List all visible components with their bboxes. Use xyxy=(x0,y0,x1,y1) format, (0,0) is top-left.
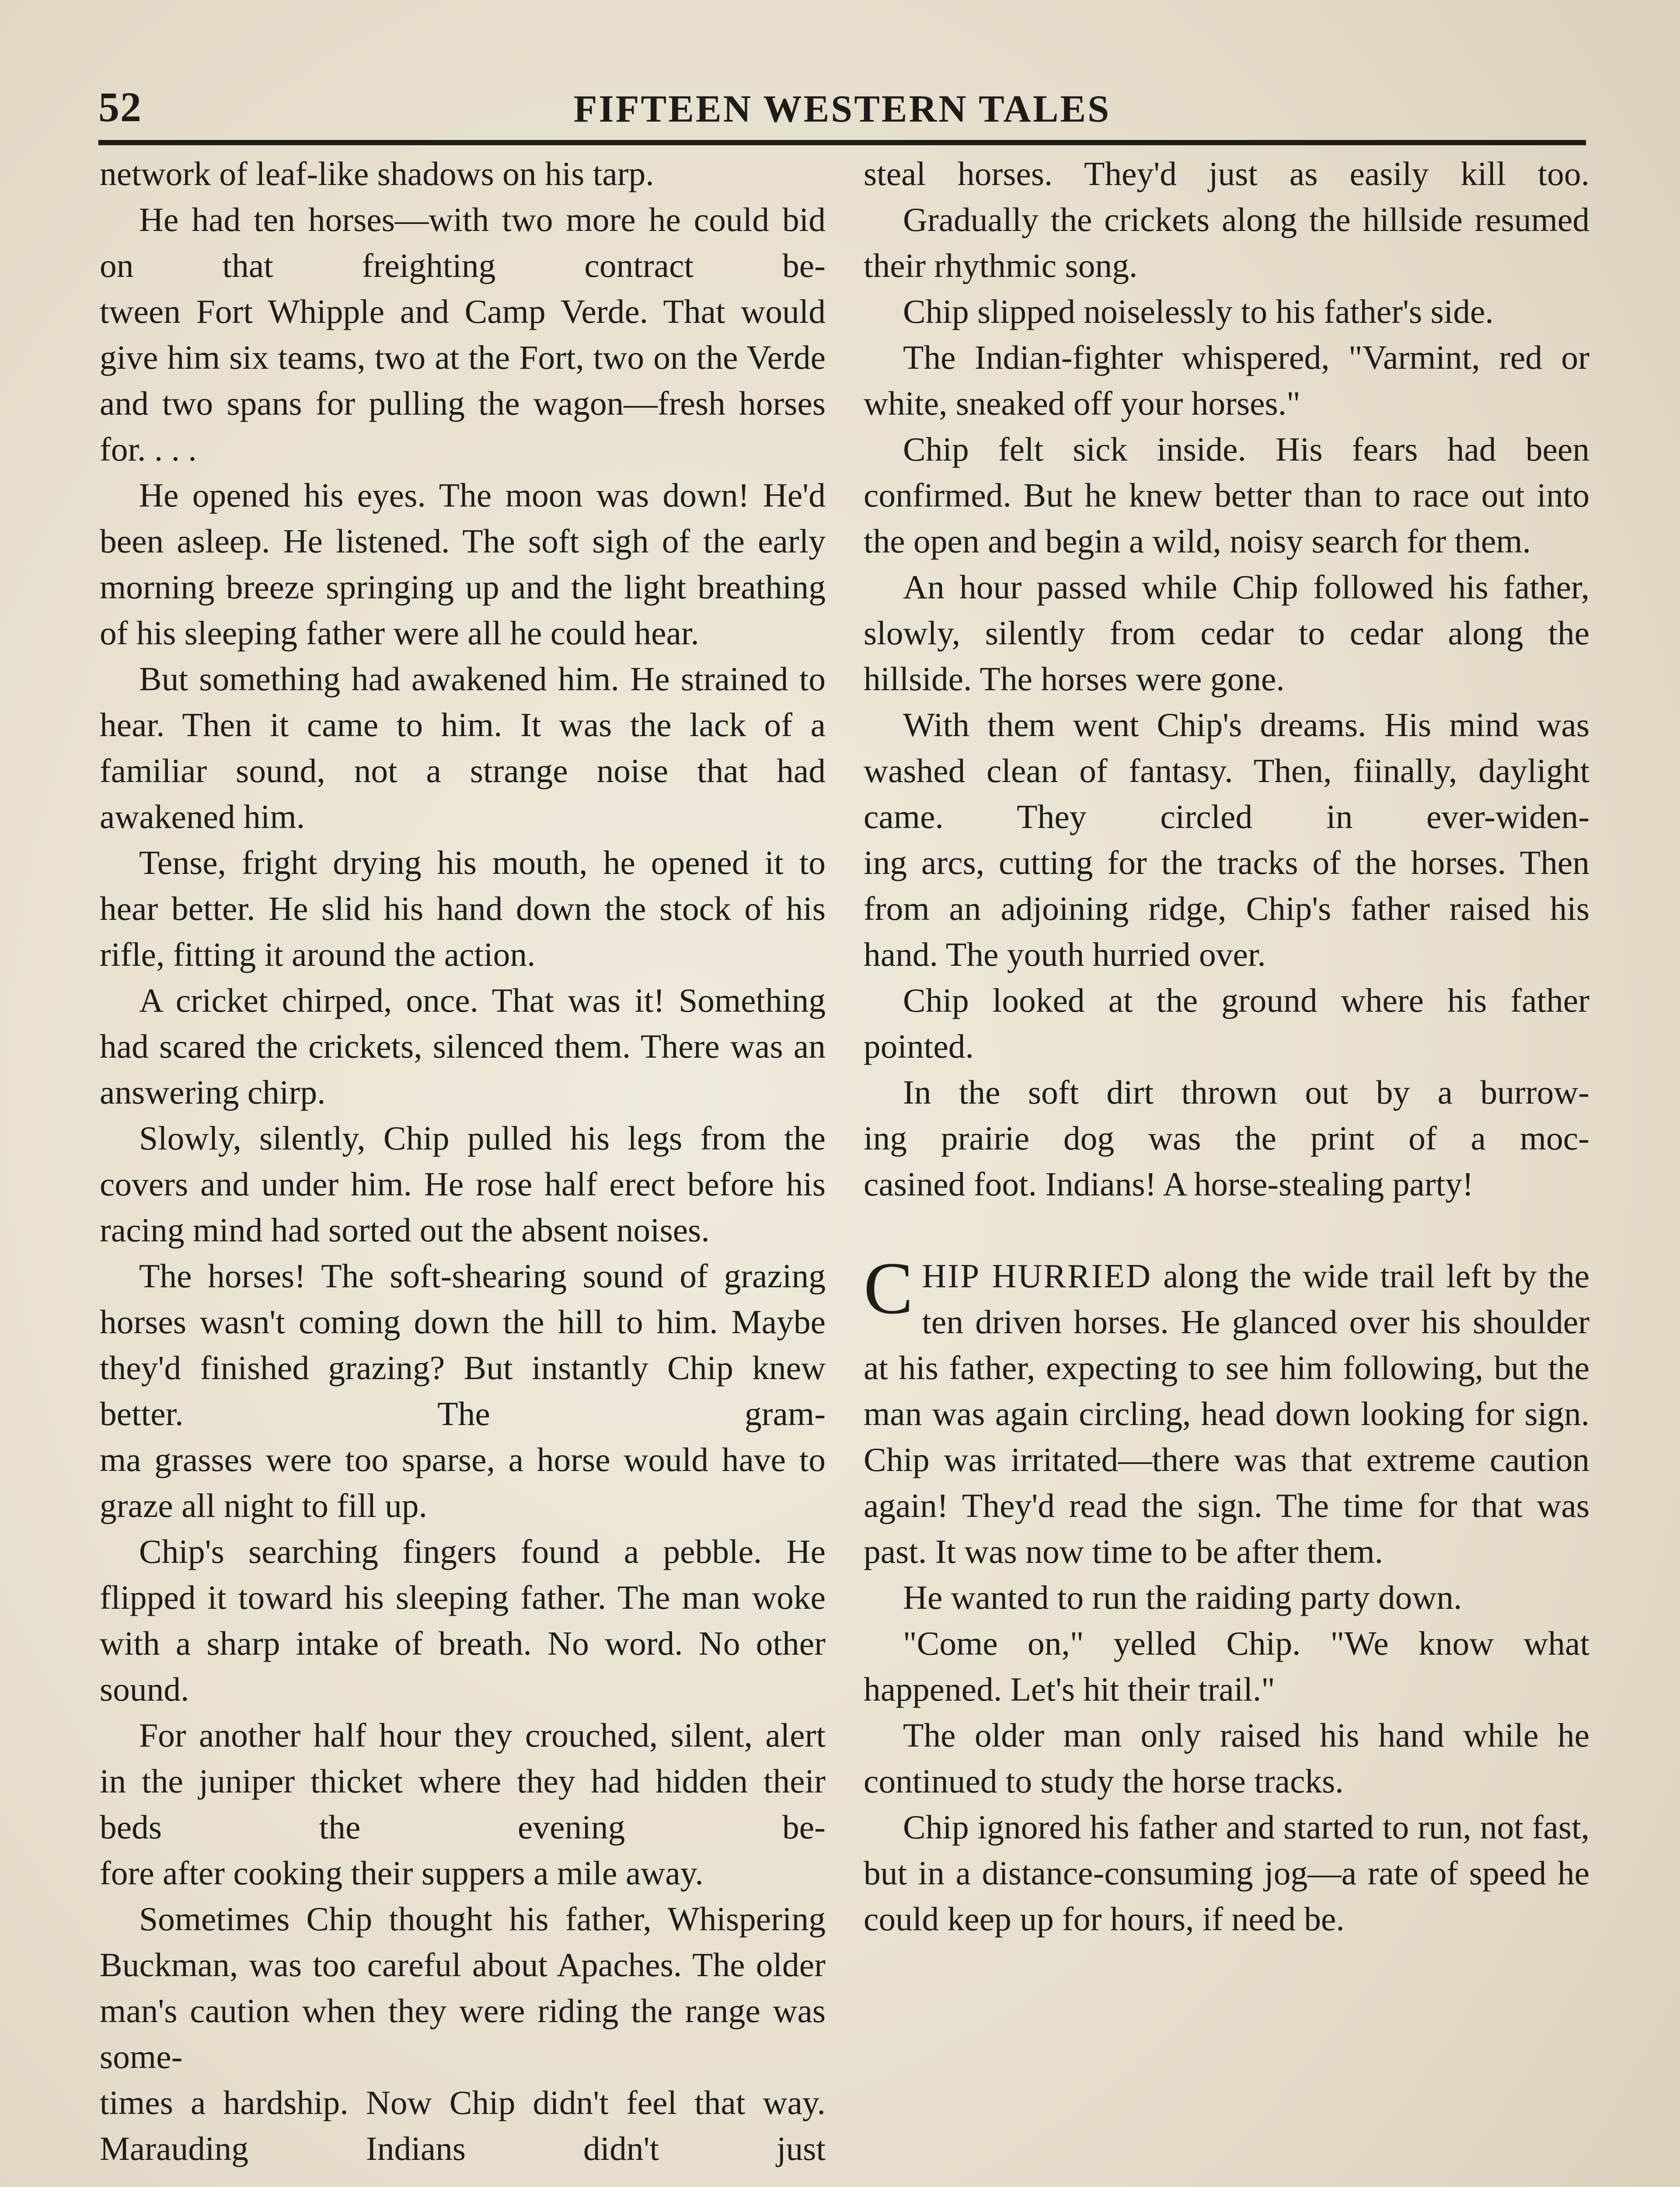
paragraph: Chip slipped noiselessly to his father's side. xyxy=(903,293,1494,330)
paragraph: network of leaf-like shadows on his tarp. xyxy=(100,155,654,192)
paragraph: tween Fort Whipple and Camp Verde. That would give him six teams, two at the Fort, two on the Verde and two spans for pulling the wagon—fresh horses for. . . . xyxy=(100,293,826,468)
paragraph: fore after cooking their suppers a mile away. xyxy=(100,1854,704,1892)
paragraph: casined foot. Indians! A horse-stealing party! xyxy=(864,1165,1474,1203)
paragraph: He had ten horses—with two more he could bid on that freighting contract be- xyxy=(100,201,826,284)
left-column xyxy=(100,151,826,2172)
paragraph: The horses! The soft-shearing sound of grazing horses wasn't coming down the hill to him. Maybe they'd finished grazing? But instantly Chip knew better. The gram- xyxy=(100,1257,826,1432)
paragraph: Chip felt sick inside. His fears had been confirmed. But he knew better than to race out into the open and begin a wild, noisy search for them. xyxy=(864,430,1589,560)
running-title: FIFTEEN WESTERN TALES xyxy=(573,88,1111,130)
paragraph: times a hardship. Now Chip didn't feel that way. Marauding Indians didn't just xyxy=(100,2084,826,2167)
paragraph: Slowly, silently, Chip pulled his legs from the covers and under him. He rose half erect before his racing mind had sorted out the absent noises. xyxy=(100,1119,826,1249)
paragraph: In the soft dirt thrown out by a burrow- xyxy=(903,1073,1589,1111)
paragraph: A cricket chirped, once. That was it! Something had scared the crickets, silenced them. There was an answering chirp. xyxy=(100,982,826,1111)
paragraph: ma grasses were too sparse, a horse would have to graze all night to fill up. xyxy=(100,1441,826,1524)
page-number: 52 xyxy=(98,84,142,130)
opening-text: along the wide trail left by the ten driven horses. He glanced over his shoulder at his father, expecting to see him following, but the man was again circling, head down looking for sign. Chip was irritated—there was that extreme caution again! They'd read the sign. The time for that was past. It was now time to be after them. xyxy=(864,1257,1589,1570)
paragraph: With them went Chip's dreams. His mind was washed clean of fantasy. Then, fiinally, daylight came. They circled in ever-widen- xyxy=(864,706,1589,835)
paragraph: "Come on," yelled Chip. "We know what happened. Let's hit their trail." xyxy=(864,1625,1589,1708)
drop-cap: C xyxy=(864,1247,913,1329)
paragraph: Chip ignored his father and started to run, not fast, but in a distance-consuming jog—a rate of speed he could keep up for hours, if need be. xyxy=(864,1808,1589,1938)
paragraph: steal horses. They'd just as easily kill too. xyxy=(864,155,1589,192)
section-break xyxy=(864,1207,1589,1253)
opening-caps: HIP HURRIED xyxy=(922,1257,1152,1295)
paragraph: Gradually the crickets along the hillside resumed their rhythmic song. xyxy=(864,201,1589,284)
paragraph: ing arcs, cutting for the tracks of the horses. Then from an adjoining ridge, Chip's father raised his hand. The youth hurried over. xyxy=(864,844,1589,973)
paragraph: ing prairie dog was the print of a moc- xyxy=(864,1119,1589,1157)
paragraph: He opened his eyes. The moon was down! He'd been asleep. He listened. The soft sigh of the early morning breeze springing up and the light breathing of his sleeping father were all he could hear. xyxy=(100,476,826,652)
section-opening-paragraph xyxy=(864,1247,1589,1575)
page-header xyxy=(98,77,1586,145)
paragraph: Chip looked at the ground where his father pointed. xyxy=(864,982,1589,1065)
paragraph: For another half hour they crouched, silent, alert in the juniper thicket where they had hidden their beds the evening be- xyxy=(100,1716,826,1846)
paragraph: Sometimes Chip thought his father, Whispering Buckman, was too careful about Apaches. The older man's caution when they were riding the range was some- xyxy=(100,1900,826,2075)
paragraph: Chip's searching fingers found a pebble. He flipped it toward his sleeping father. The man woke with a sharp intake of breath. No word. No other sound. xyxy=(100,1533,826,1708)
paragraph: The Indian-fighter whispered, "Varmint, red or white, sneaked off your horses." xyxy=(864,339,1589,422)
paragraph: The older man only raised his hand while he continued to study the horse tracks. xyxy=(864,1716,1589,1800)
paragraph: An hour passed while Chip followed his father, slowly, silently from cedar to cedar along the hillside. The horses were gone. xyxy=(864,568,1589,698)
paragraph: He wanted to run the raiding party down. xyxy=(903,1579,1462,1616)
right-column xyxy=(864,151,1589,1942)
paragraph: But something had awakened him. He strained to hear. Then it came to him. It was the lack of a familiar sound, not a strange noise that had awakened him. xyxy=(100,660,826,835)
paragraph: Tense, fright drying his mouth, he opened it to hear better. He slid his hand down the stock of his rifle, fitting it around the action. xyxy=(100,844,826,973)
